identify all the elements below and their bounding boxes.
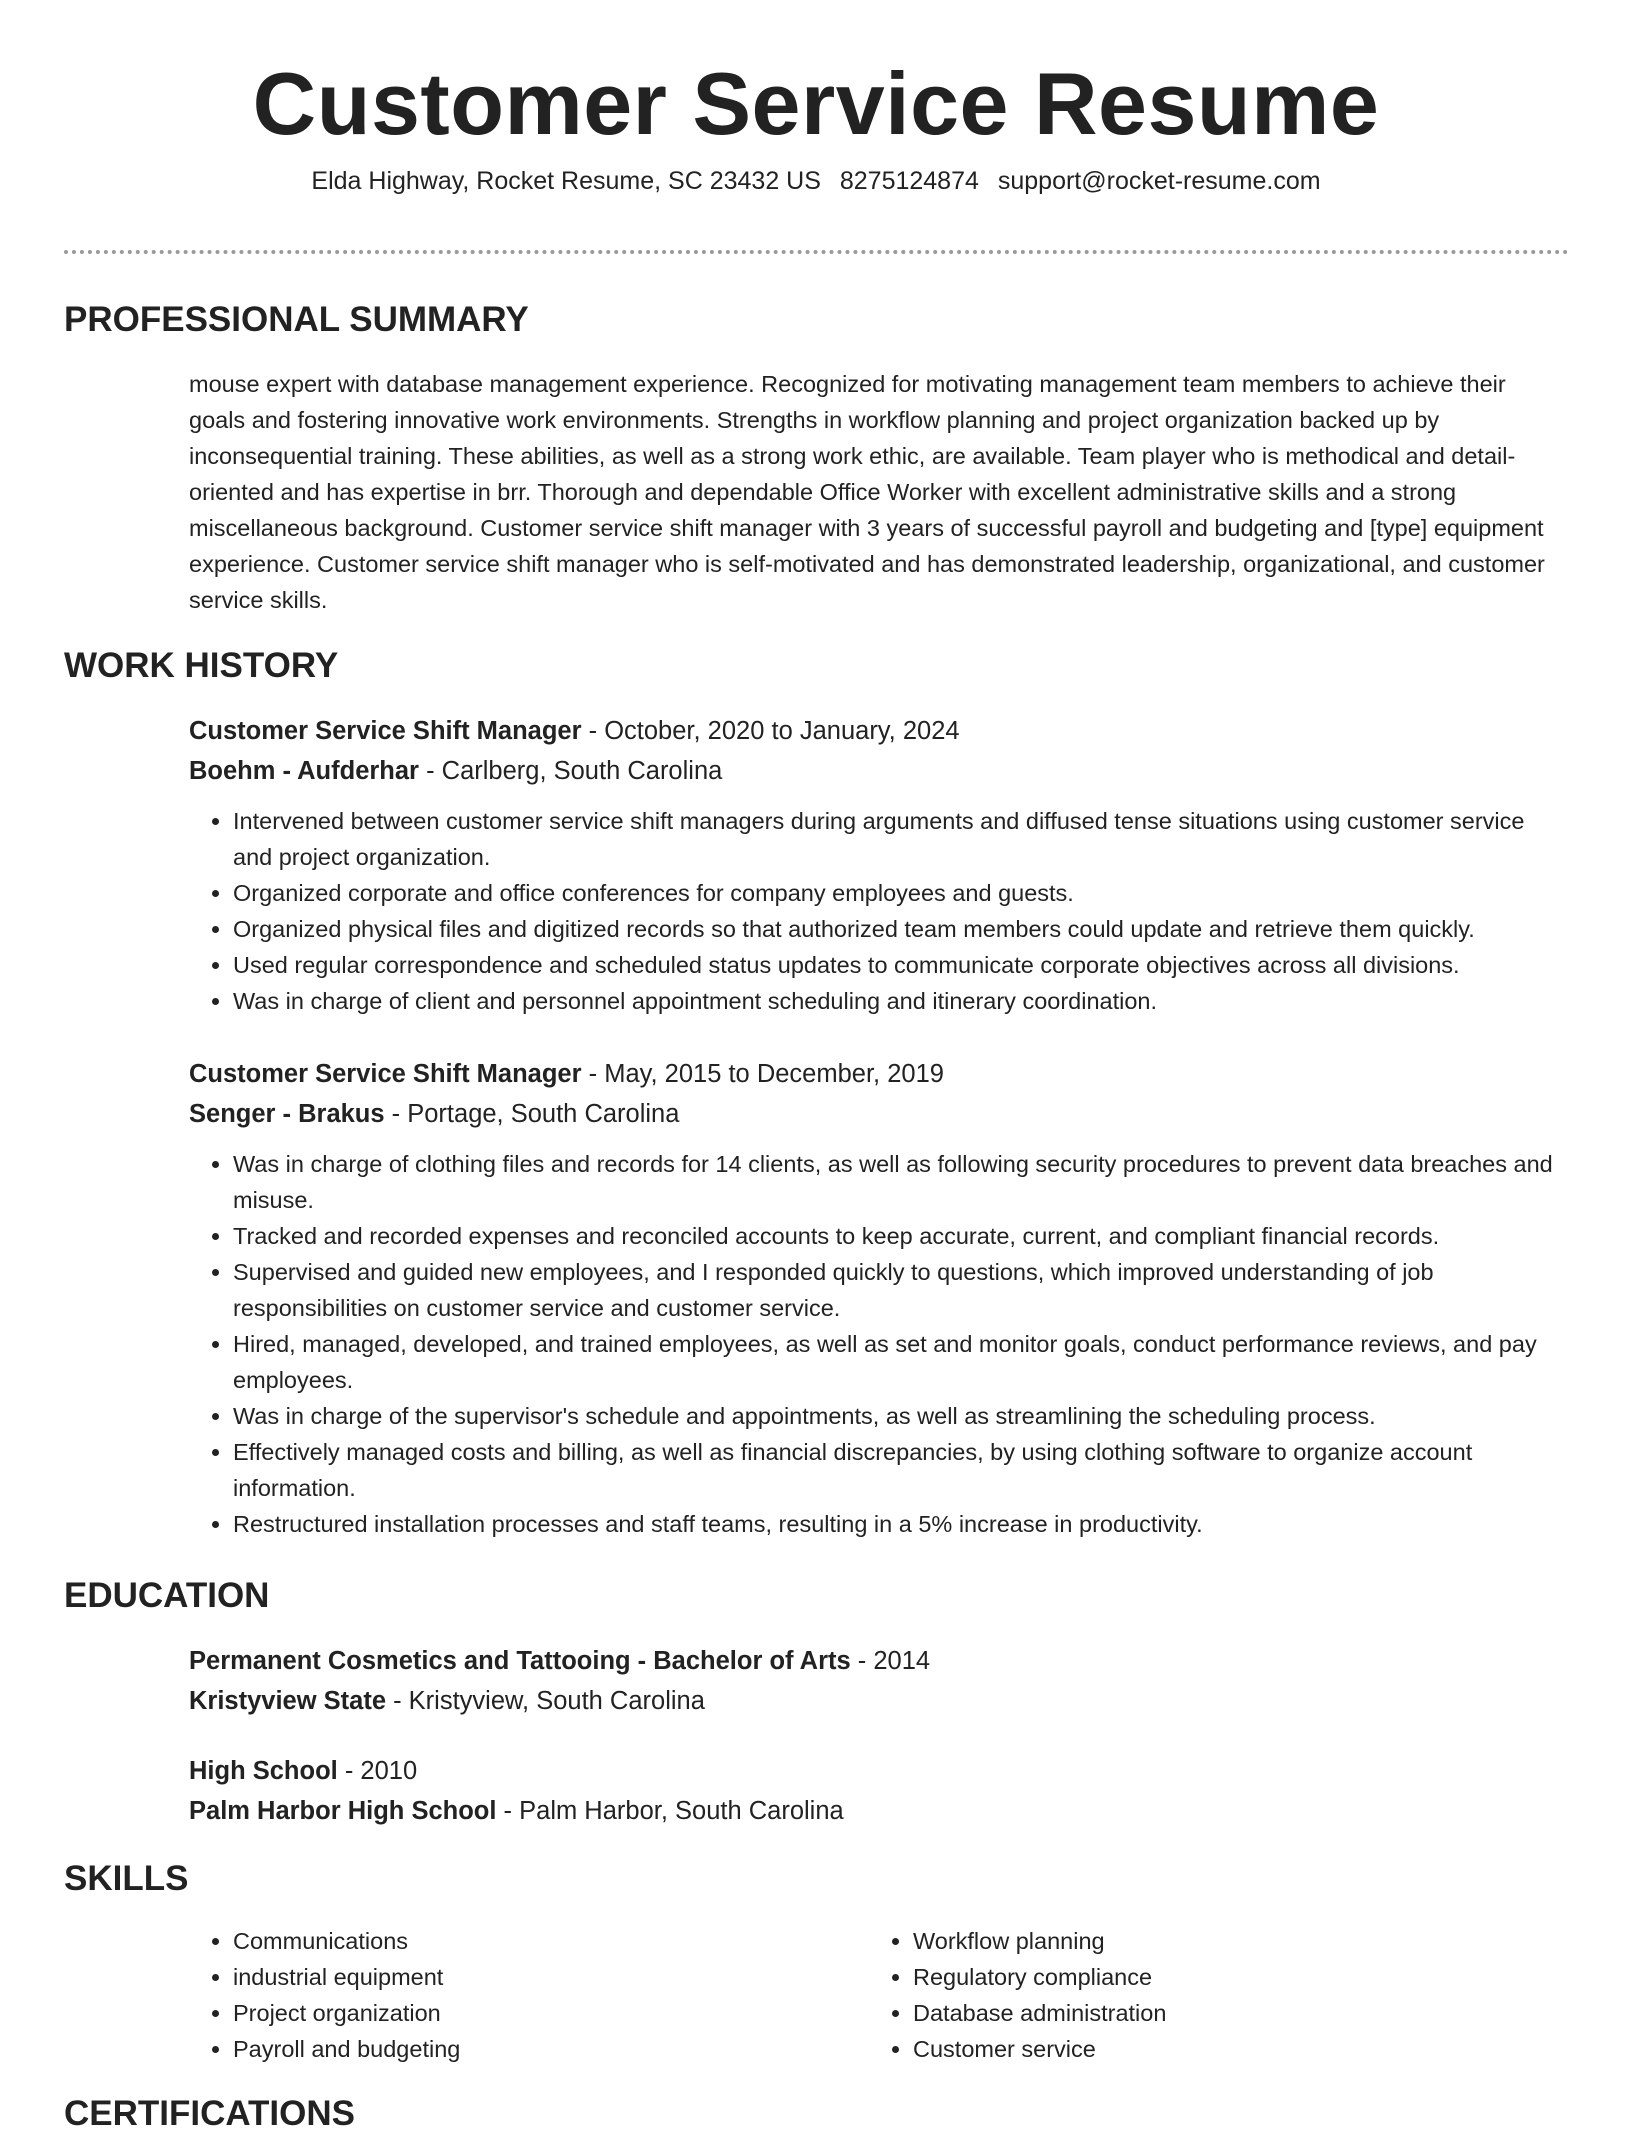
list-item: • Tracked and recorded expenses and reconciled accounts to keep accurate, current, and compliant financial records. — [233, 1218, 1559, 1254]
list-item: • Payroll and budgeting — [233, 2031, 824, 2067]
contact-line — [0, 164, 1632, 198]
job-title: Customer Service Shift Manager — [189, 717, 582, 745]
header-divider — [64, 250, 1569, 254]
job-bullets — [189, 1146, 1559, 1542]
list-item: • Communications — [233, 1923, 824, 1959]
education-year: - 2010 — [337, 1757, 418, 1785]
education-location: - Kristyview, South Carolina — [386, 1687, 705, 1715]
education-degree-line — [189, 1751, 1559, 1791]
list-item: • Hired, managed, developed, and trained employees, as well as set and monitor goals, conduct performance reviews, and pay employees. — [233, 1326, 1559, 1398]
list-item: • Intervened between customer service shift managers during arguments and diffused tense situations using customer service and project organization. — [233, 803, 1559, 875]
skills-column-right — [869, 1923, 1504, 2067]
skills-column-left — [189, 1923, 824, 2067]
list-item: • Regulatory compliance — [913, 1959, 1504, 1995]
section-title-education: EDUCATION — [64, 1576, 270, 1615]
list-item: • Workflow planning — [913, 1923, 1504, 1959]
education-year: - 2014 — [850, 1647, 931, 1675]
list-item: • Used regular correspondence and scheduled status updates to communicate corporate objectives across all divisions. — [233, 947, 1559, 983]
list-item: • Customer service — [913, 2031, 1504, 2067]
job-title-line — [189, 711, 1559, 751]
list-item: • Effectively managed costs and billing, as well as financial discrepancies, by using clothing software to organize account information. — [233, 1434, 1559, 1506]
job-title-line — [189, 1054, 1559, 1094]
resume-title: Customer Service Resume — [252, 54, 1380, 153]
job-company-line — [189, 751, 1559, 791]
education-school: Palm Harbor High School — [189, 1797, 497, 1825]
education-school-line — [189, 1791, 1559, 1831]
summary-block — [189, 366, 1559, 618]
list-item: • Was in charge of the supervisor's schedule and appointments, as well as streamlining the scheduling process. — [233, 1398, 1559, 1434]
list-item: • Organized corporate and office conferences for company employees and guests. — [233, 875, 1559, 911]
education-degree-line — [189, 1641, 1559, 1681]
contact-email: support@rocket-resume.com — [997, 167, 1321, 195]
list-item: • Project organization — [233, 1995, 824, 2031]
job-company: Senger - Brakus — [189, 1100, 385, 1128]
job-entry-1 — [189, 711, 1559, 1019]
job-location: - Carlberg, South Carolina — [419, 757, 723, 785]
job-dates: - May, 2015 to December, 2019 — [581, 1060, 944, 1088]
list-item: • Was in charge of clothing files and records for 14 clients, as well as following security procedures to prevent data breaches and misuse. — [233, 1146, 1559, 1218]
list-item: • Organized physical files and digitized records so that authorized team members could update and retrieve them quickly. — [233, 911, 1559, 947]
list-item: • Was in charge of client and personnel appointment scheduling and itinerary coordination. — [233, 983, 1559, 1019]
list-item: • Restructured installation processes and staff teams, resulting in a 5% increase in productivity. — [233, 1506, 1559, 1542]
education-degree: Permanent Cosmetics and Tattooing - Bachelor of Arts — [189, 1647, 851, 1675]
contact-phone: 8275124874 — [839, 167, 979, 195]
contact-address: Elda Highway, Rocket Resume, SC 23432 US — [311, 167, 821, 195]
section-title-work-history: WORK HISTORY — [64, 646, 339, 685]
education-degree: High School — [189, 1757, 338, 1785]
job-company-line — [189, 1094, 1559, 1134]
list-item: • Database administration — [913, 1995, 1504, 2031]
job-company: Boehm - Aufderhar — [189, 757, 419, 785]
job-title: Customer Service Shift Manager — [189, 1060, 582, 1088]
section-title-summary: PROFESSIONAL SUMMARY — [64, 300, 529, 339]
section-title-skills: SKILLS — [64, 1859, 189, 1898]
job-location: - Portage, South Carolina — [384, 1100, 680, 1128]
education-school-line — [189, 1681, 1559, 1721]
list-item: • Supervised and guided new employees, and I responded quickly to questions, which improved understanding of job responsibilities on customer service and customer service. — [233, 1254, 1559, 1326]
education-school: Kristyview State — [189, 1687, 387, 1715]
summary-text: mouse expert with database management experience. Recognized for motivating management team members to achieve their goals and fostering innovative work environments. Strengths in workflow planning and project organization backed up by inconsequential training. These abilities, as well as a strong work ethic, are available. Team player who is methodical and detail-oriented and has expertise in brr. Thorough and dependable Office Worker with excellent administrative skills and a strong miscellaneous background. Customer service shift manager with 3 years of successful payroll and budgeting and [type] equipment experience. Customer service shift manager who is self-motivated and has demonstrated leadership, organizational, and customer service skills. — [189, 371, 1545, 613]
education-entry-1 — [189, 1641, 1559, 1721]
education-entry-2 — [189, 1751, 1559, 1831]
section-title-certifications: CERTIFICATIONS — [64, 2094, 356, 2133]
job-bullets — [189, 803, 1559, 1019]
list-item: • industrial equipment — [233, 1959, 824, 1995]
job-entry-2 — [189, 1054, 1559, 1542]
skills-list — [189, 1923, 1559, 2067]
education-location: - Palm Harbor, South Carolina — [496, 1797, 844, 1825]
job-dates: - October, 2020 to January, 2024 — [581, 717, 960, 745]
